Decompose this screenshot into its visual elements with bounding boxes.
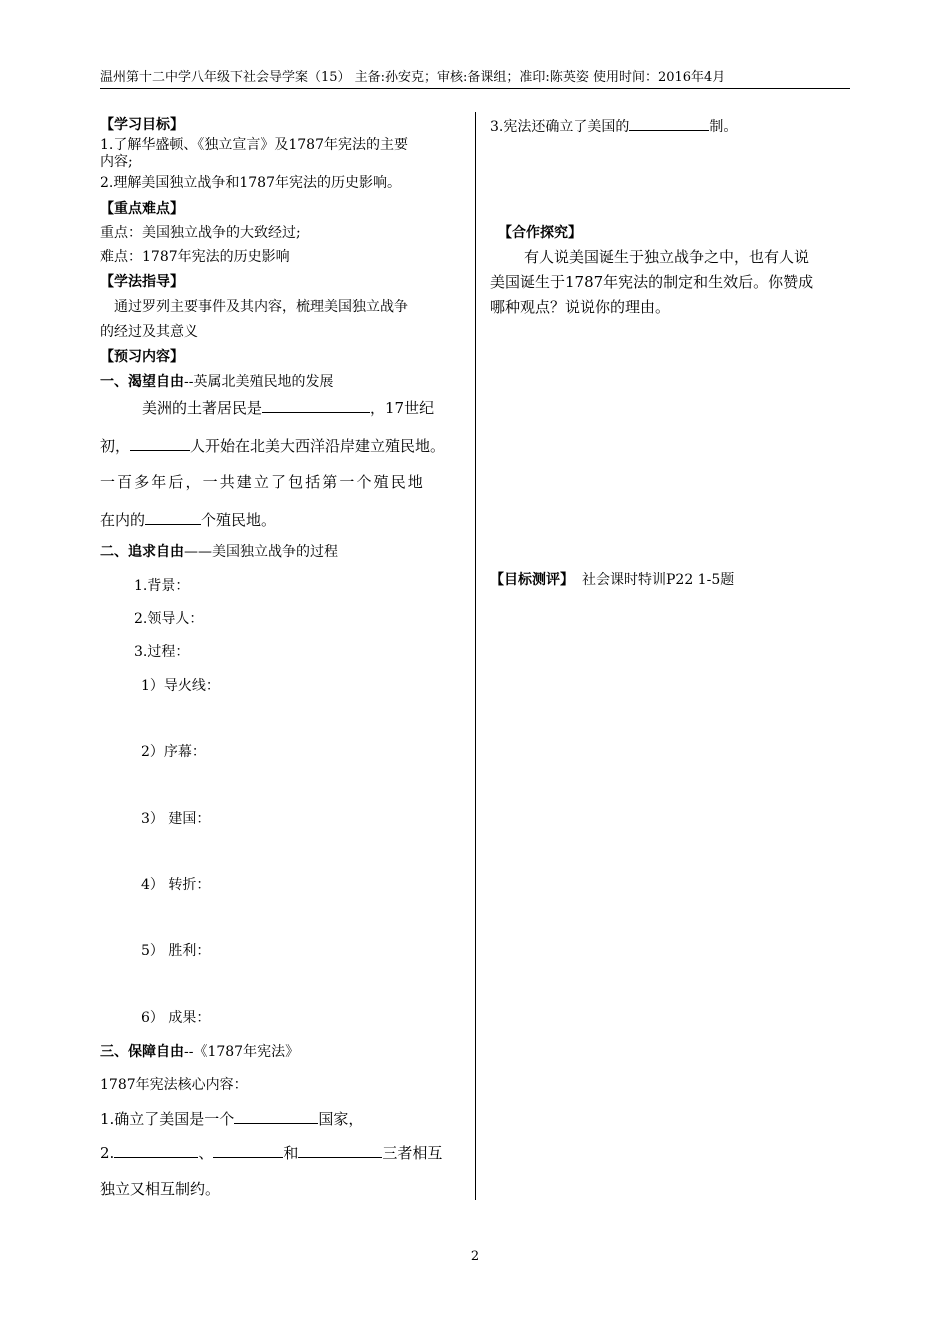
constitution-item-2 [100, 1143, 442, 1162]
blank-colony-count[interactable] [145, 510, 201, 525]
sec1-l1-text-b: ，17世纪 [370, 399, 435, 417]
c2-text-b: 、 [198, 1144, 214, 1162]
blank-state-form[interactable] [234, 1109, 318, 1124]
section-1-line-3: 一百多年后，一共建立了包括第一个殖民地 [100, 473, 425, 491]
constitution-item-2-line-2: 独立又相互制约。 [100, 1180, 221, 1198]
sec1-l4-text-a: 在内的 [100, 511, 146, 529]
evaluation-title: 【目标测评】 [490, 572, 574, 588]
r3-text-a: 3.宪法还确立了美国的 [490, 119, 630, 135]
section-1-title-bold: 一、渴望自由 [100, 374, 184, 390]
goals-title: 【学习目标】 [100, 117, 184, 133]
goal-2: 2.理解美国独立战争和1787年宪法的历史影响。 [100, 175, 401, 191]
evaluation-text: 社会课时特训P22 1-5题 [582, 572, 735, 588]
section-1-line-4 [100, 510, 276, 529]
cooperation-line-3: 哪种观点？说说你的理由。 [490, 298, 671, 316]
section-1-line-1 [142, 398, 434, 417]
method-line-2: 的经过及其意义 [100, 324, 198, 340]
section-1-line-2 [100, 436, 445, 455]
blank-power-1[interactable] [114, 1143, 198, 1158]
process-turning-point: 4） 转折： [141, 877, 211, 893]
s2-item-process: 3.过程： [134, 644, 190, 660]
process-result: 6） 成果： [141, 1010, 211, 1026]
right-item-3 [490, 116, 737, 136]
c1-text-b: 国家， [318, 1110, 364, 1128]
section-3-title [100, 1043, 299, 1061]
blank-colonists[interactable] [130, 436, 190, 451]
evaluation [490, 571, 734, 589]
column-divider [475, 112, 476, 1200]
goal-1-line-2: 内容; [100, 154, 133, 170]
document-header: 温州第十二中学八年级下社会导学案（15） 主备:孙安克；审核:备课组；准印:陈英姿 使用时间：2016年4月 [100, 70, 726, 85]
c1-text-a: 1.确立了美国是一个 [100, 1110, 235, 1128]
section-2-title [100, 543, 338, 561]
cooperation-line-1: 有人说美国诞生于独立战争之中，也有人说 [524, 248, 810, 266]
c2-text-a: 2. [100, 1144, 115, 1162]
preview-title: 【预习内容】 [100, 349, 184, 365]
key-point: 重点：美国独立战争的大致经过; [100, 225, 301, 241]
sec1-l1-text-a: 美洲的土著居民是 [142, 399, 263, 417]
blank-natives[interactable] [262, 398, 370, 413]
c2-text-c: 和 [283, 1144, 299, 1162]
process-victory: 5） 胜利： [141, 943, 211, 959]
section-1-title-rest: --英属北美殖民地的发展 [184, 374, 334, 390]
blank-power-2[interactable] [213, 1143, 283, 1158]
goal-1-line-1: 1.了解华盛顿、《独立宣言》及1787年宪法的主要 [100, 137, 408, 153]
section-3-title-bold: 三、保障自由 [100, 1044, 184, 1060]
section-2-title-rest: ——美国独立战争的过程 [184, 544, 338, 560]
cooperation-line-2: 美国诞生于1787年宪法的制定和生效后。你赞成 [490, 273, 814, 291]
blank-power-3[interactable] [298, 1143, 382, 1158]
r3-text-b: 制。 [709, 119, 738, 135]
sec1-l4-text-b: 个殖民地。 [201, 511, 277, 529]
c2-text-d: 三者相互 [382, 1144, 443, 1162]
sec1-l2-text-b: 人开始在北美大西洋沿岸建立殖民地。 [190, 437, 446, 455]
method-title: 【学法指导】 [100, 274, 184, 290]
process-founding: 3） 建国： [141, 811, 211, 827]
cooperation-title: 【合作探究】 [498, 225, 582, 241]
difficult-point: 难点：1787年宪法的历史影响 [100, 249, 290, 265]
section-2-title-bold: 二、追求自由 [100, 544, 184, 560]
key-title: 【重点难点】 [100, 201, 184, 217]
s2-item-background: 1.背景： [134, 578, 190, 594]
s2-item-leader: 2.领导人： [134, 611, 204, 627]
header-rule [100, 88, 850, 89]
process-prelude: 2）序幕： [141, 744, 206, 760]
constitution-item-1 [100, 1109, 363, 1128]
blank-system[interactable] [629, 116, 709, 131]
constitution-core: 1787年宪法核心内容： [100, 1077, 248, 1093]
section-1-title [100, 373, 333, 391]
page-number: 2 [470, 1249, 480, 1264]
method-line-1: 通过罗列主要事件及其内容，梳理美国独立战争 [114, 299, 408, 315]
sec1-l2-text-a: 初， [100, 437, 131, 455]
process-fuse: 1）导火线： [141, 678, 220, 694]
section-3-title-rest: --《1787年宪法》 [184, 1044, 300, 1060]
